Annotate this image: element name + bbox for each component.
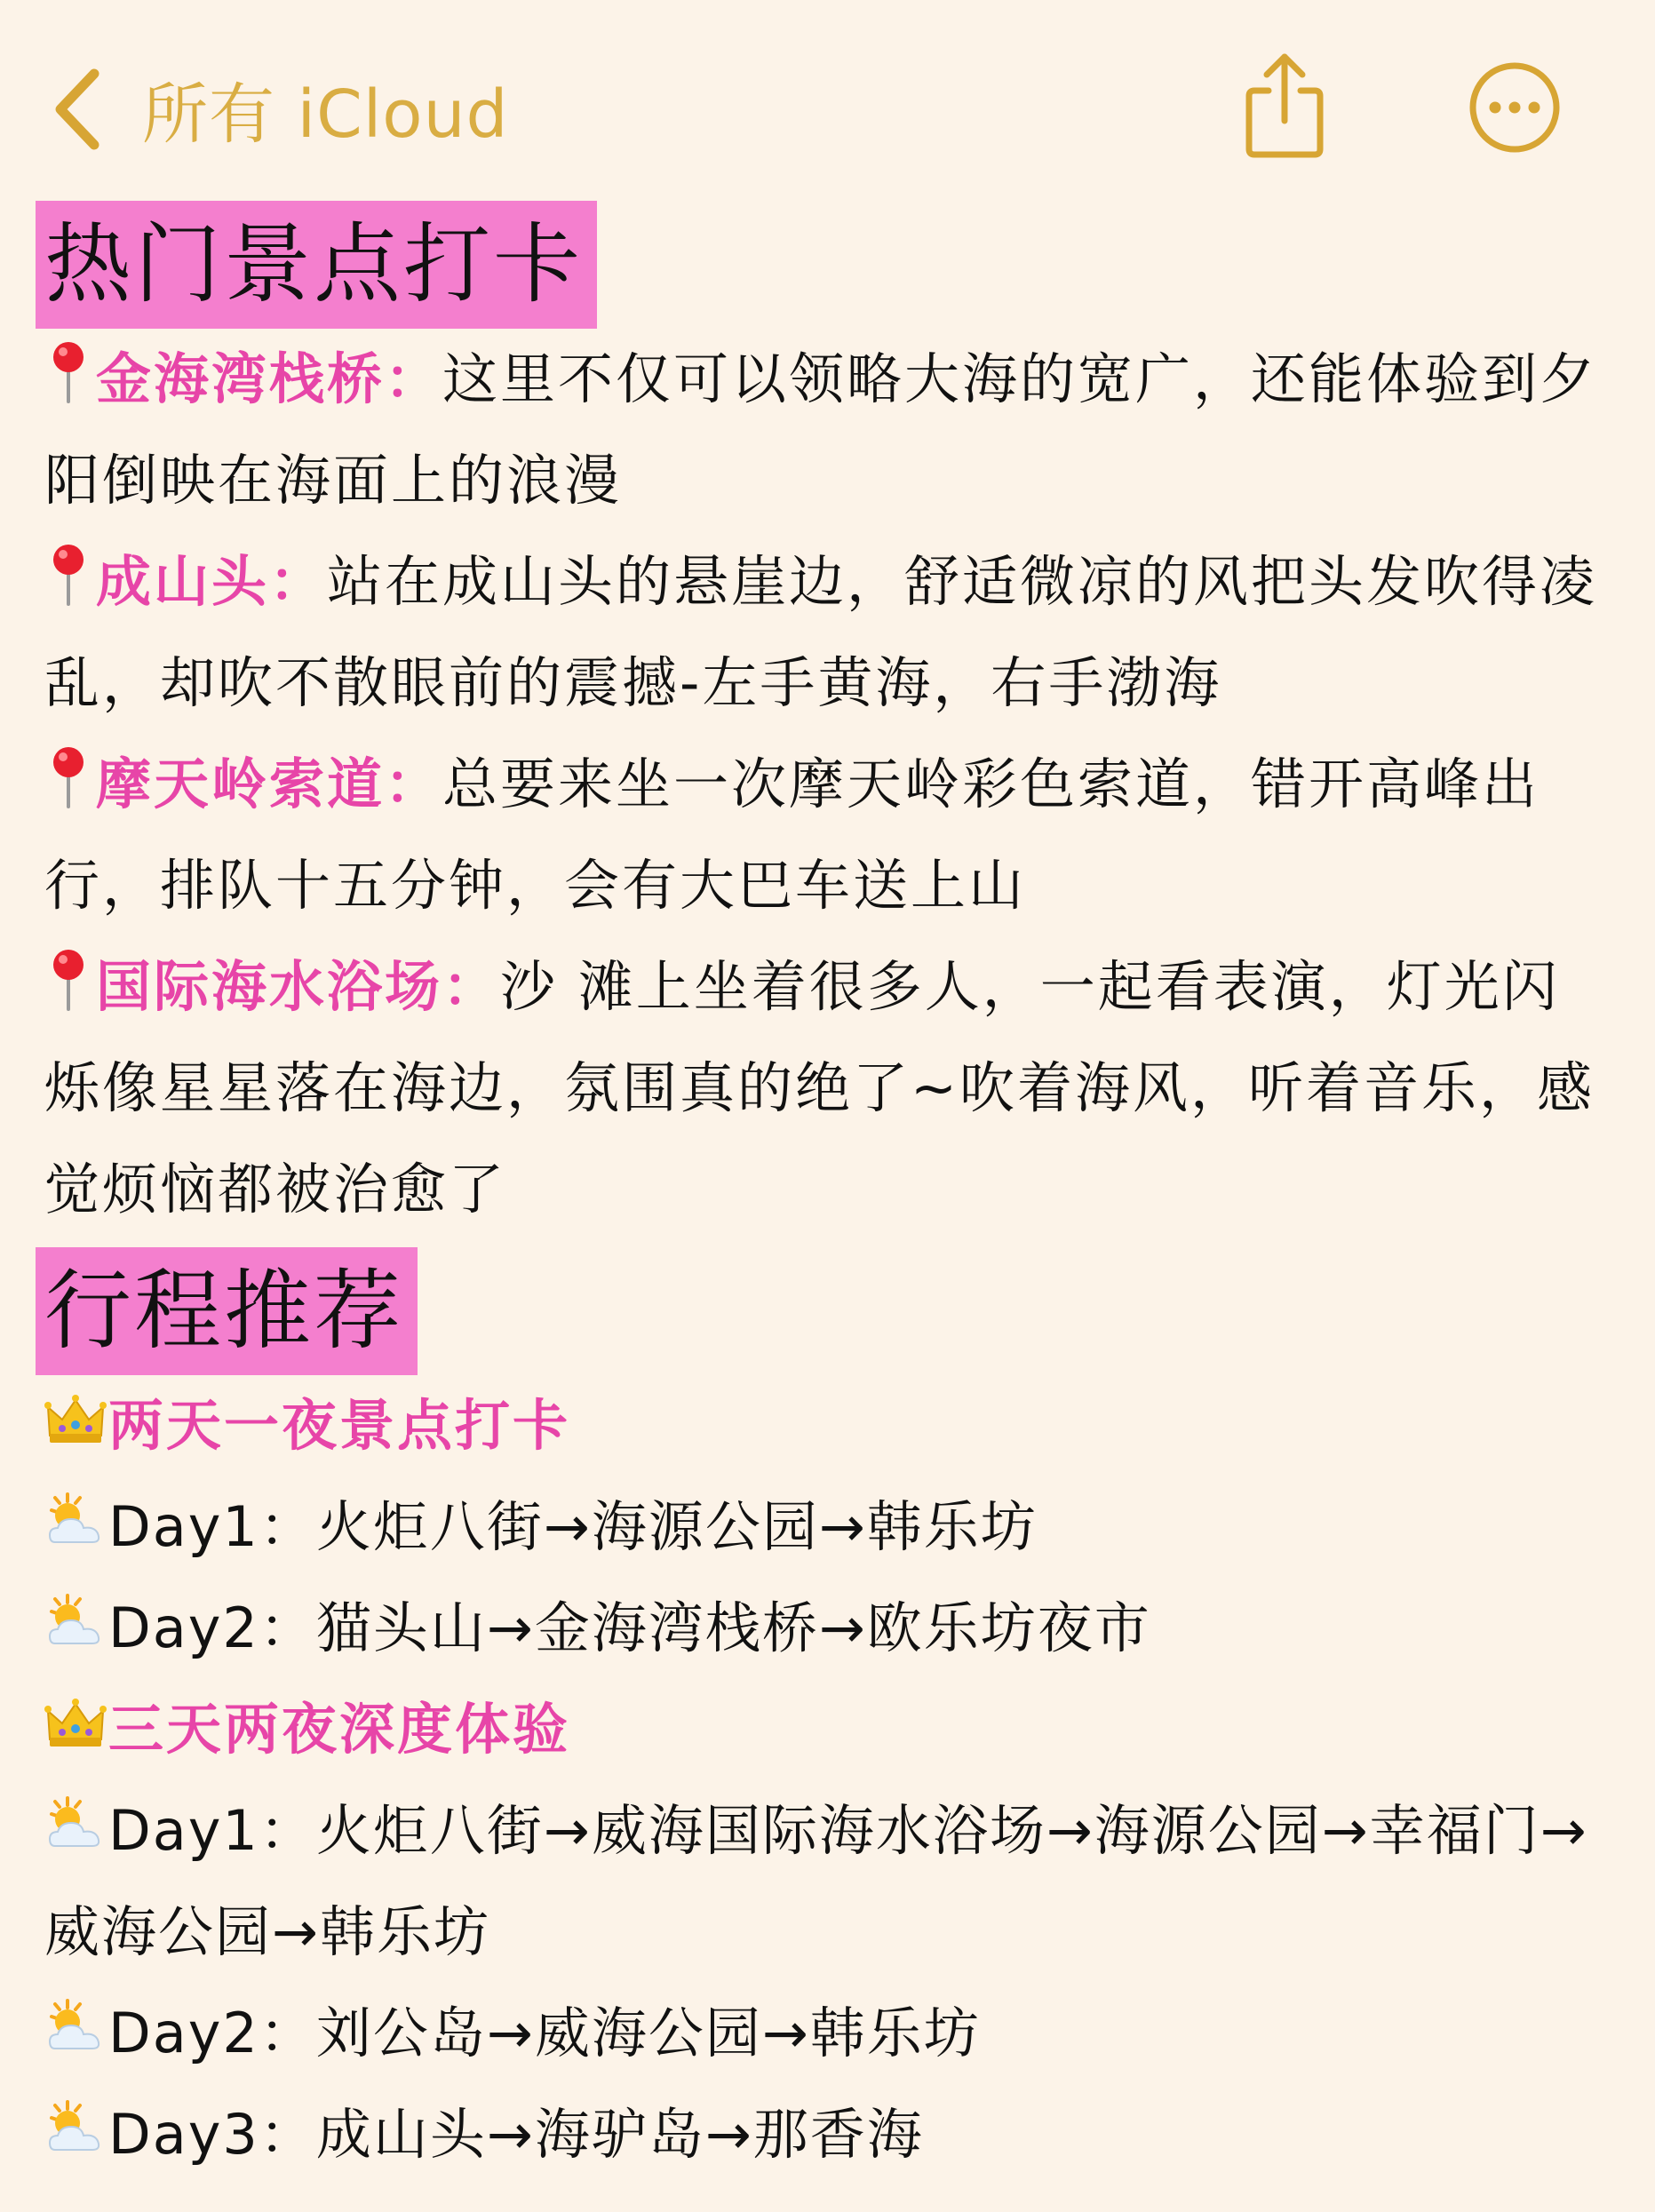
day-label: Day2： bbox=[108, 1595, 316, 1660]
day-route: 猫头山→金海湾栈桥→欧乐坊夜市 bbox=[315, 1595, 1151, 1660]
day-label: Day3： bbox=[108, 2102, 316, 2167]
more-button[interactable] bbox=[1468, 60, 1562, 155]
share-button[interactable] bbox=[1242, 50, 1327, 162]
plan-title-text: 三天两夜深度体验 bbox=[108, 1697, 571, 1762]
ellipsis-circle-icon bbox=[1468, 60, 1562, 155]
plan-title bbox=[44, 1375, 1617, 1476]
sun-behind-cloud-icon bbox=[44, 1997, 107, 2059]
share-icon bbox=[1242, 50, 1327, 162]
navigation-bar bbox=[0, 0, 1655, 187]
sun-behind-cloud-icon bbox=[44, 1592, 107, 1654]
pin-icon bbox=[44, 542, 92, 606]
day-item bbox=[44, 1476, 1617, 1578]
pin-icon bbox=[44, 744, 92, 808]
day-label: Day1： bbox=[108, 1798, 316, 1863]
crown-icon bbox=[44, 1693, 107, 1755]
pin-icon bbox=[44, 339, 92, 403]
back-label: 所有 iCloud bbox=[142, 76, 509, 153]
spot-name: 金海湾栈桥： bbox=[96, 346, 443, 411]
day-item bbox=[44, 1983, 1617, 2084]
back-button[interactable] bbox=[52, 60, 508, 158]
plan-title-text: 两天一夜景点打卡 bbox=[108, 1393, 571, 1458]
spot-item bbox=[44, 531, 1617, 734]
spot-name: 国际海水浴场： bbox=[96, 954, 501, 1019]
sun-behind-cloud-icon bbox=[44, 1491, 107, 1553]
crown-icon bbox=[44, 1389, 107, 1452]
spot-description: 站在成山头的悬崖边，舒适微凉的风把头发吹得凌乱，却吹不散眼前的震撼-左手黄海，右手渤海 bbox=[44, 549, 1598, 715]
sun-behind-cloud-icon bbox=[44, 2098, 107, 2160]
day-route: 火炬八街→威海国际海水浴场→海源公园→幸福门→威海公园→韩乐坊 bbox=[44, 1798, 1588, 1964]
pin-icon bbox=[44, 947, 92, 1011]
section-heading-hot-spots: 热门景点打卡 bbox=[36, 201, 597, 329]
day-item bbox=[44, 1578, 1617, 1679]
plan-title bbox=[44, 1679, 1617, 1780]
day-label: Day1： bbox=[108, 1494, 316, 1559]
spot-item bbox=[44, 734, 1617, 936]
day-route: 刘公岛→威海公园→韩乐坊 bbox=[315, 2001, 981, 2065]
note-body[interactable] bbox=[44, 201, 1617, 2185]
day-label: Day2： bbox=[108, 2001, 316, 2065]
spot-name: 成山头： bbox=[96, 549, 328, 614]
day-item bbox=[44, 1780, 1617, 1983]
spot-name: 摩天岭索道： bbox=[96, 752, 443, 816]
sun-behind-cloud-icon bbox=[44, 1794, 107, 1857]
section-heading-itinerary: 行程推荐 bbox=[36, 1247, 418, 1375]
spot-item bbox=[44, 936, 1617, 1240]
chevron-left-icon bbox=[52, 67, 105, 152]
spot-description: 这里不仅可以领略大海的宽广，还能体验到夕阳倒映在海面上的浪漫 bbox=[44, 346, 1598, 513]
day-route: 成山头→海驴岛→那香海 bbox=[315, 2102, 924, 2167]
day-route: 火炬八街→海源公园→韩乐坊 bbox=[315, 1494, 1038, 1559]
spot-description: 总要来坐一次摩天岭彩色索道，错开高峰出行，排队十五分钟，会有大巴车送上山 bbox=[44, 752, 1540, 918]
day-item bbox=[44, 2084, 1617, 2185]
spot-description: 沙 滩上坐着很多人，一起看表演，灯光闪烁像星星落在海边，氛围真的绝了~吹着海风，听着音乐，感觉烦恼都被治愈了 bbox=[44, 954, 1595, 1221]
spot-item bbox=[44, 329, 1617, 531]
